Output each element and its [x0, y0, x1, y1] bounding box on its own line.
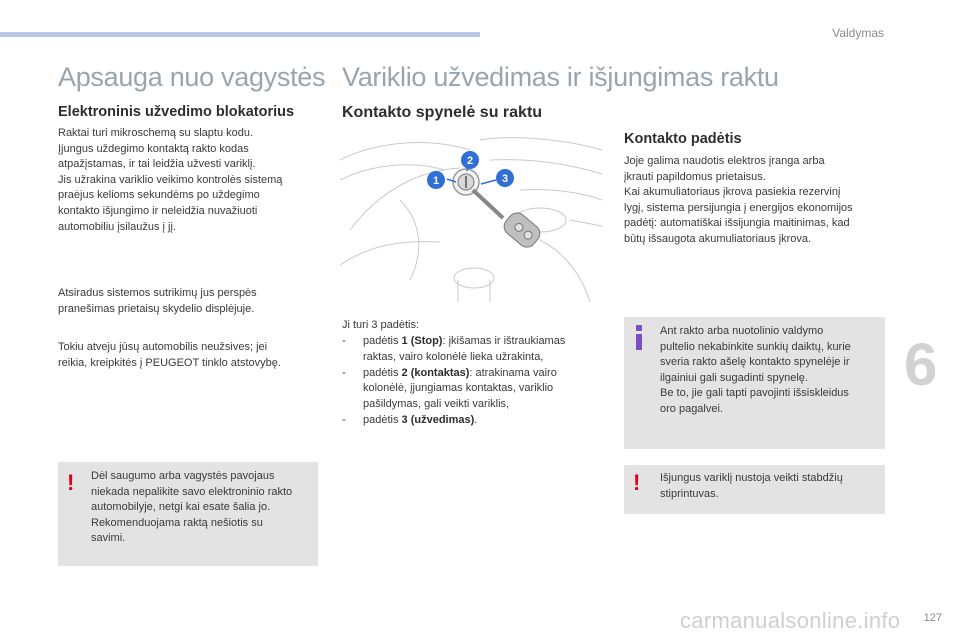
text-line: pranešimas prietaisų skydelio displėjuje. [58, 302, 255, 315]
left-paragraph-2 [58, 286, 257, 317]
text-line: ilgainiui gali sugadinti spynelę. [660, 371, 808, 384]
item-bold: 2 (kontaktas) [401, 366, 470, 379]
text-line: pultelio nekabinkite sunkių daiktų, kurie [660, 340, 851, 353]
text-line: kontakto išjungimo ir neleidžia nuvažiuoti [58, 204, 258, 217]
left-subtitle: Elektroninis užvedimo blokatorius [58, 104, 295, 120]
section-title: Valdymas [832, 26, 884, 40]
text-line: Įjungus uždegimo kontaktą rakto kodas [58, 142, 249, 155]
text-line: niekada nepalikite savo elektroninio rakto [91, 485, 293, 498]
list-item [342, 334, 612, 366]
positions-list [342, 334, 612, 429]
text-line: atpažįstamas, ir tai leidžia užvesti variklį. [58, 158, 256, 171]
text-line: sveria rakto ašelę kontakto spynelėje ir [660, 356, 850, 369]
text-line: Be to, jie gali tapti pavojinti išsiskleidus [660, 387, 849, 400]
text-line: savimi. [91, 532, 126, 545]
position-marker-1 [427, 171, 445, 189]
text-line: Joje galima naudotis elektros įranga arba [624, 155, 825, 167]
positions-intro: Ji turi 3 padėtis: [342, 319, 420, 331]
list-item [342, 366, 612, 413]
text-line: automobiliu įsilaužus į jį. [58, 220, 176, 233]
position-marker-2 [461, 151, 479, 169]
text-line: Raktai turi mikroschemą su slaptu kodu. [58, 127, 254, 139]
text-line: praėjus kelioms sekundėms po uždegimo [58, 189, 260, 202]
exclamation-icon: ! [633, 470, 641, 495]
item-text: : įkišamas ir ištraukiamas [442, 335, 566, 347]
item-continuation: kolonėlė, įjungiamas kontaktas, variklio [363, 382, 554, 395]
text-line: reikia, kreipkitės į PEUGEOT tinklo atstovybę. [58, 356, 281, 369]
text-line: Jis užrakina variklio veikimo kontrolės sistemą [58, 173, 283, 186]
text-line: Ant rakto arba nuotolinio valdymo [660, 325, 824, 337]
svg-text:3: 3 [501, 173, 509, 185]
header-accent-bar [0, 32, 480, 37]
item-prefix: padėtis [363, 335, 402, 347]
item-continuation: raktas, vairo kolonėlė lieka užrakinta, [363, 350, 544, 363]
right-subtitle: Kontakto padėtis [624, 131, 742, 147]
text-line: Atsiradus sistemos sutrikimų jus perspės [58, 287, 257, 299]
svg-text:1: 1 [432, 175, 440, 187]
item-bold: 3 (užvedimas) [401, 413, 475, 426]
left-warning-text [91, 469, 292, 547]
item-bold: 1 (Stop) [401, 335, 443, 347]
text-line: padėtį: automatiškai išsijungia maitinimas, kad [624, 217, 850, 230]
list-item [342, 413, 612, 429]
text-line: Rekomenduojama raktą nešiotis su [91, 516, 263, 529]
item-continuation: pašildymas, gali veikti variklis, [363, 398, 510, 411]
right-warning-text [660, 471, 843, 502]
item-prefix: padėtis [363, 366, 402, 379]
item-text: : atrakinama vairo [469, 366, 557, 379]
chapter-number: 6 [904, 331, 938, 398]
text-line: lygį, sistema persijungia į energijos ekonomijos [624, 201, 853, 214]
text-line: oro pagalvei. [660, 402, 723, 415]
exclamation-icon: ! [67, 470, 75, 495]
left-paragraph-1 [58, 126, 282, 235]
text-line: būtų išsaugota akumuliatoriaus įkrova. [624, 232, 812, 245]
text-line: Kai akumuliatoriaus įkrova pasiekia rezervinį [624, 186, 841, 199]
text-line: Tokiu atveju jūsų automobilis neužsives; jei [58, 341, 268, 353]
left-title: Apsauga nuo vagystės [58, 62, 326, 92]
item-prefix: padėtis [363, 413, 402, 426]
page-number: 127 [923, 612, 942, 624]
text-line: Išjungus variklį nustoja veikti stabdžių [660, 472, 843, 484]
middle-subtitle: Kontakto spynelė su raktu [342, 104, 543, 121]
list-dash: - [342, 335, 346, 347]
list-dash: - [342, 366, 346, 379]
text-line: stiprintuvas. [660, 487, 719, 500]
text-line: įkrauti papildomus prietaisus. [624, 170, 766, 183]
middle-title: Variklio užvedimas ir išjungimas raktu [342, 62, 779, 92]
right-paragraph [624, 154, 853, 248]
position-marker-3 [496, 169, 514, 187]
watermark: carmanualsonline.info [680, 608, 901, 633]
item-text: . [474, 413, 478, 426]
list-dash: - [342, 413, 346, 426]
left-paragraph-3 [58, 340, 281, 371]
ignition-switch-illustration [340, 130, 602, 302]
svg-text:2: 2 [466, 155, 474, 167]
info-text [660, 324, 851, 418]
text-line: Dėl saugumo arba vagystės pavojaus [91, 470, 275, 482]
text-line: automobilyje, netgi kai esate šalia jo. [91, 501, 271, 514]
